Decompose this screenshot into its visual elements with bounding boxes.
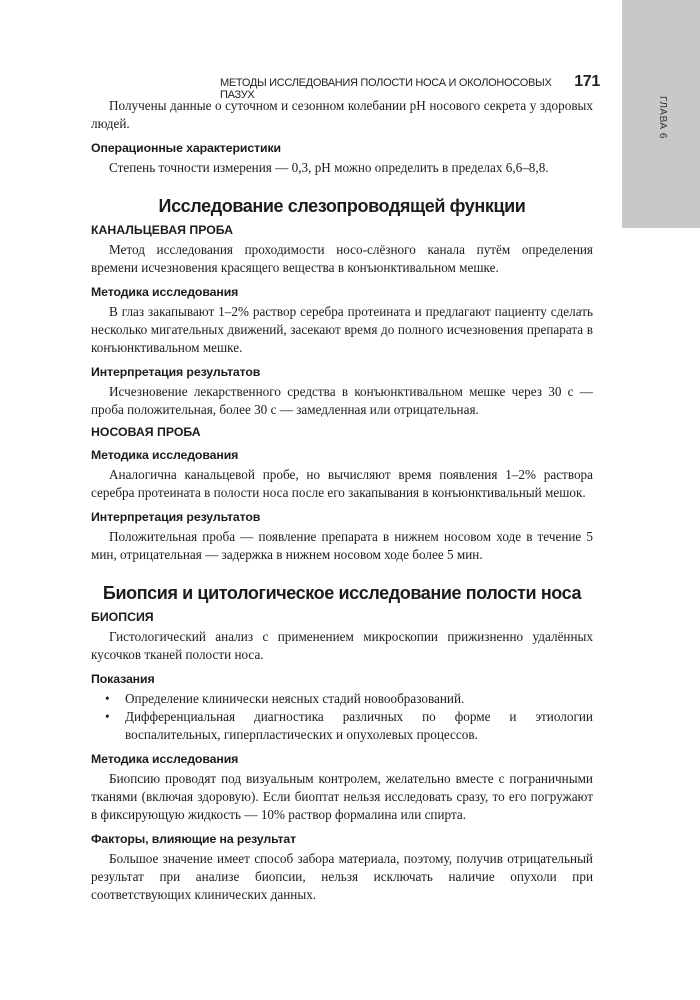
canal-interp-text: Исчезновение лекарственного средства в конъюнктивальном мешке через 30 с — проба положительная, более 30 с — замедленная или отрицательная. xyxy=(91,384,593,417)
intro-paragraph: Получены данные о суточном и сезонном колебании pH носового секрета у здоровых людей. xyxy=(91,98,593,131)
canal-method-heading: Методика исследования xyxy=(91,285,239,299)
page-body xyxy=(91,97,593,904)
nasal-method-text: Аналогична канальцевой пробе, но вычисляют время появления 1–2% раствора серебра протеината в полости носа после его закапывания в конъюнктивальный мешок. xyxy=(91,467,593,500)
biopsy-method-heading: Методика исследования xyxy=(91,752,239,766)
canal-interp-heading: Интерпретация результатов xyxy=(91,365,261,379)
canal-method-text: В глаз закапывают 1–2% раствор серебра протеината и предлагают пациенту сделать несколько мигательных движений, засекают время до полного исчезновения препарата в конъюнктивальном мешке. xyxy=(91,304,593,355)
nasal-interp-text: Положительная проба — появление препарата в нижнем носовом ходе в течение 5 мин, отрицательная — задержка в нижнем носовом ходе более 5 мин. xyxy=(91,529,593,562)
canal-test-title: КАНАЛЬЦЕВАЯ ПРОБА xyxy=(91,223,234,237)
factors-text: Большое значение имеет способ забора материала, поэтому, получив отрицательный результат при анализе биопсии, нельзя исключать наличие опухоли при соответствующих клинических данных. xyxy=(91,851,593,902)
indications-list xyxy=(91,690,593,744)
biopsy-description: Гистологический анализ с применением микроскопии прижизненно удалённых кусочков тканей полости носа. xyxy=(91,629,593,662)
precision-paragraph: Степень точности измерения — 0,3, pH можно определить в пределах 6,6–8,8. xyxy=(109,160,549,175)
chapter-tab-label: ГЛАВА 6 xyxy=(657,96,668,139)
operational-characteristics-heading: Операционные характеристики xyxy=(91,141,281,155)
running-title: МЕТОДЫ ИССЛЕДОВАНИЯ ПОЛОСТИ НОСА И ОКОЛОНОСОВЫХ ПАЗУХ xyxy=(220,77,552,101)
list-item-text: Определение клинически неясных стадий новообразований. xyxy=(125,691,465,706)
canal-test-description: Метод исследования проходимости носо-слёзного канала путём определения времени исчезновения красящего вещества в конъюнктивальном мешке. xyxy=(91,242,593,275)
bullet-icon: • xyxy=(105,691,110,706)
nasal-test-title: НОСОВАЯ ПРОБА xyxy=(91,425,201,439)
biopsy-title: БИОПСИЯ xyxy=(91,610,154,624)
section-title-lacrimal: Исследование слезопроводящей функции xyxy=(158,196,526,216)
indications-heading: Показания xyxy=(91,672,155,686)
factors-heading: Факторы, влияющие на результат xyxy=(91,832,297,846)
nasal-method-heading: Методика исследования xyxy=(91,448,239,462)
list-item xyxy=(91,690,593,708)
page-number: 171 xyxy=(574,73,600,90)
biopsy-method-text: Биопсию проводят под визуальным контролем, желательно вместе с пограничными тканями (включая здоровую). Если биоптат нельзя исследовать сразу, то его погружают в фиксирующую жидкость — 10% раствор формалина или спирта. xyxy=(91,771,593,822)
bullet-icon: • xyxy=(105,709,110,724)
nasal-interp-heading: Интерпретация результатов xyxy=(91,510,261,524)
list-item xyxy=(91,708,593,744)
section-title-biopsy: Биопсия и цитологическое исследование полости носа xyxy=(102,583,582,603)
list-item-text: Дифференциальная диагностика различных по форме и этиологии воспалительных, гиперпластических и опухолевых процессов. xyxy=(125,709,593,742)
